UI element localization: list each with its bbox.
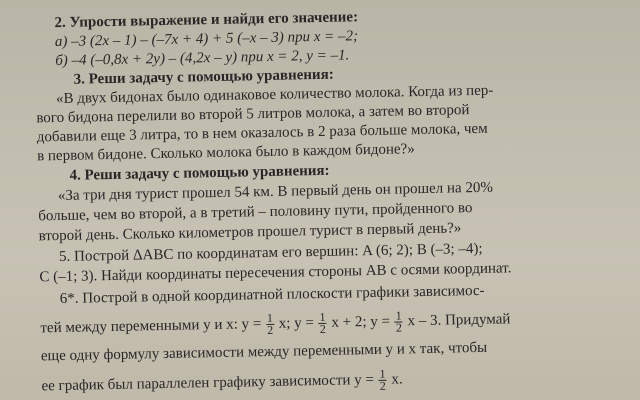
task4-line-3: второй день. Сколько километров прошел турист в первый день?» bbox=[38, 220, 462, 245]
task3-heading: 3. Реши задачу с помощью уравнения: bbox=[73, 66, 334, 88]
task3-line-3: добавили еще 3 литра, то в нем оказалось в 2 раза больше молока, чем bbox=[36, 120, 488, 146]
task4-heading: 4. Реши задачу с помощью уравнения: bbox=[69, 162, 330, 184]
task5-line-2: C (–1; 3). Найди координаты пересечения стороны AB с осями координат. bbox=[39, 260, 512, 286]
task3-line-4: в первом бидоне. Сколько молока было в каждом бидоне?» bbox=[36, 141, 415, 165]
fraction-numerator: 1 bbox=[319, 309, 326, 325]
task6-line-3: еще одну формулу зависимости между переменными y и x так, чтобы bbox=[40, 339, 488, 365]
fraction-denominator: 2 bbox=[267, 322, 274, 338]
task6-line4-prefix: ее график был параллелен графику зависимости y = bbox=[41, 371, 375, 395]
task6-line2-prefix: тей между переменными y и x: y = bbox=[40, 316, 262, 337]
task3-line-2: вого бидона перелили во второй 5 литров молока, а затем во второй bbox=[36, 102, 470, 127]
fraction-numerator: 1 bbox=[379, 366, 386, 381]
fraction-one-half bbox=[378, 366, 386, 393]
task2-expression-b: б) –4 (–0,8x + 2y) – (4,2x – y) при x = 2, y = –1. bbox=[55, 47, 350, 70]
task6-line2-part3: x + 2; y = bbox=[331, 313, 391, 331]
task3-line-1: «В двух бидонах было одинаковое количество молока. Когда из пер- bbox=[55, 82, 494, 108]
fraction-denominator: 2 bbox=[395, 320, 403, 335]
task2-heading: 2. Упрости выражение и найди его значение: bbox=[54, 9, 359, 32]
fraction-numerator: 1 bbox=[266, 310, 274, 326]
fraction-one-half bbox=[395, 310, 403, 333]
task4-line-1: «За три дня турист прошел 54 км. В первый день он прошел на 20% bbox=[57, 179, 494, 205]
fraction-one-half bbox=[266, 310, 274, 338]
fraction-denominator: 2 bbox=[379, 378, 386, 393]
task6-line-1: 6*. Построй в одной координатной плоскости графики зависимос- bbox=[59, 282, 485, 308]
task6-line4-suffix: x. bbox=[391, 371, 403, 388]
fraction-numerator: 1 bbox=[395, 308, 402, 323]
task5-line-1: 5. Построй ΔABC по координатам его вершин: A (6; 2); B (–3; –4); bbox=[58, 240, 483, 266]
task2-expression-a: а) –3 (2x – 1) – (–7x + 4) + 5 (–x – 3) при x = –2; bbox=[54, 28, 359, 51]
task6-line-2 bbox=[40, 308, 510, 340]
task4-line-2: больше, чем во второй, а в третий – половину пути, пройденного во bbox=[38, 200, 473, 225]
task6-line2-suffix: x – 3. Придумай bbox=[407, 311, 511, 330]
task6-line-4 bbox=[41, 368, 403, 398]
fraction-one-half bbox=[318, 309, 326, 337]
task6-line2-part2: x; y = bbox=[278, 315, 315, 332]
fraction-denominator: 2 bbox=[319, 321, 326, 337]
